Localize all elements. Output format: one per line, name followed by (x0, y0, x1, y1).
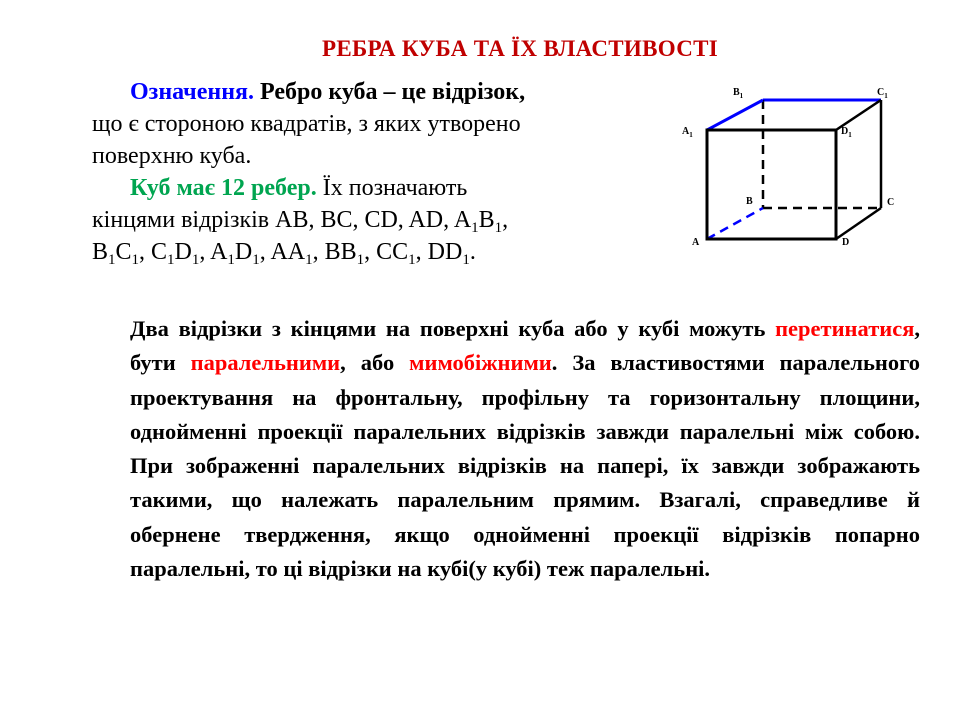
subscript: 1 (131, 252, 140, 268)
separator: , (415, 239, 428, 265)
separator: , (364, 239, 377, 265)
page-title: РЕБРА КУБА ТА ЇХ ВЛАСТИВОСТІ (321, 36, 718, 61)
edge-a1b1 (707, 100, 763, 130)
definition-text-1: Ребро куба – це відрізок, (254, 79, 526, 105)
definition-line-1 (92, 76, 652, 108)
subscript: 1 (408, 252, 416, 268)
label-b1: $B_1$ (733, 87, 744, 100)
separator: , (199, 239, 211, 265)
edge-list-line-2 (92, 236, 652, 268)
edge-letter: BB (324, 239, 357, 265)
subscript: 1 (471, 220, 479, 236)
definition-line-3 (92, 140, 652, 172)
front-face (707, 130, 836, 239)
subscript: 1 (305, 252, 313, 268)
edge-list-line-1 (92, 204, 652, 236)
edge-ab-hidden (707, 208, 763, 239)
subscript: 1 (167, 252, 175, 268)
label-a1: $A_1$ (682, 126, 693, 139)
edge-count-phrase: Куб має 12 ребер. (130, 175, 317, 201)
label-d1: $D_1$ (841, 126, 852, 139)
highlight-skew: мимобіжними (409, 350, 552, 376)
edge-letter: DD (427, 239, 463, 265)
main-text-part: , бути (130, 316, 920, 376)
subscript: 1 (191, 252, 200, 268)
separator: . (469, 239, 476, 265)
highlight-intersect: перетинатися (775, 316, 915, 341)
edge-letter: D (174, 239, 192, 265)
separator: , (259, 239, 271, 265)
main-paragraph (130, 312, 920, 586)
main-text-part: . За властивостями паралельного проектування на фронтальну, профільну та горизонтальну площини, однойменні проекції паралельних відрізків завжди паралельні між собою. При зображенні паралельних відрізків на папері, їх завжди зображають такими, що належать паралельним прямим. Взагалі, справедливе й обернене твердження, якщо однойменні проекції відрізків попарно паралельні, то ці відрізки на кубі(у кубі) теж паралельні. (130, 350, 920, 582)
edge-letter: D (234, 239, 253, 265)
definition-block (92, 76, 652, 268)
main-text (130, 312, 920, 586)
label-c: C (887, 197, 895, 208)
edge-dc (836, 208, 881, 239)
subscript: 1 (462, 252, 470, 268)
edge-list-intro: Їх позначають (316, 175, 468, 201)
subscript: 1 (356, 252, 365, 268)
definition-text-2: що є стороною квадратів, з яких утворено (92, 111, 521, 137)
edge-letter: AA (270, 239, 306, 265)
subscript: 1 (227, 252, 235, 268)
label-a: A (692, 237, 700, 248)
main-text-part: , або (340, 350, 410, 376)
subscript: 1 (108, 252, 116, 268)
edge-letter: A (210, 239, 228, 265)
subscript: 1 (494, 220, 503, 236)
edge-letter: C (151, 239, 168, 265)
label-d: D (842, 237, 850, 248)
highlight-parallel: паралельними (190, 350, 341, 376)
separator: , (502, 207, 509, 233)
separator: , (139, 239, 152, 265)
subscript: 1 (252, 252, 260, 268)
definition-text-3: поверхню куба. (92, 143, 252, 169)
separator: , (312, 239, 325, 265)
main-text-part: Два відрізки з кінцями на поверхні куба або у кубі можуть (130, 316, 776, 341)
edge-letter: C (115, 239, 132, 265)
definition-term: Означення. (130, 79, 255, 105)
definition-line-2 (92, 108, 652, 140)
edge-count-line (92, 172, 652, 204)
edge-letter: B (92, 239, 109, 265)
edge-list-prefix: кінцями відрізків AB, BC, CD, AD, A (92, 207, 472, 233)
edge-letter: B (478, 207, 495, 233)
label-b: B (746, 196, 753, 207)
label-c1: $C_1$ (877, 87, 888, 100)
edge-letter: CC (376, 239, 409, 265)
cube-diagram (670, 78, 910, 258)
